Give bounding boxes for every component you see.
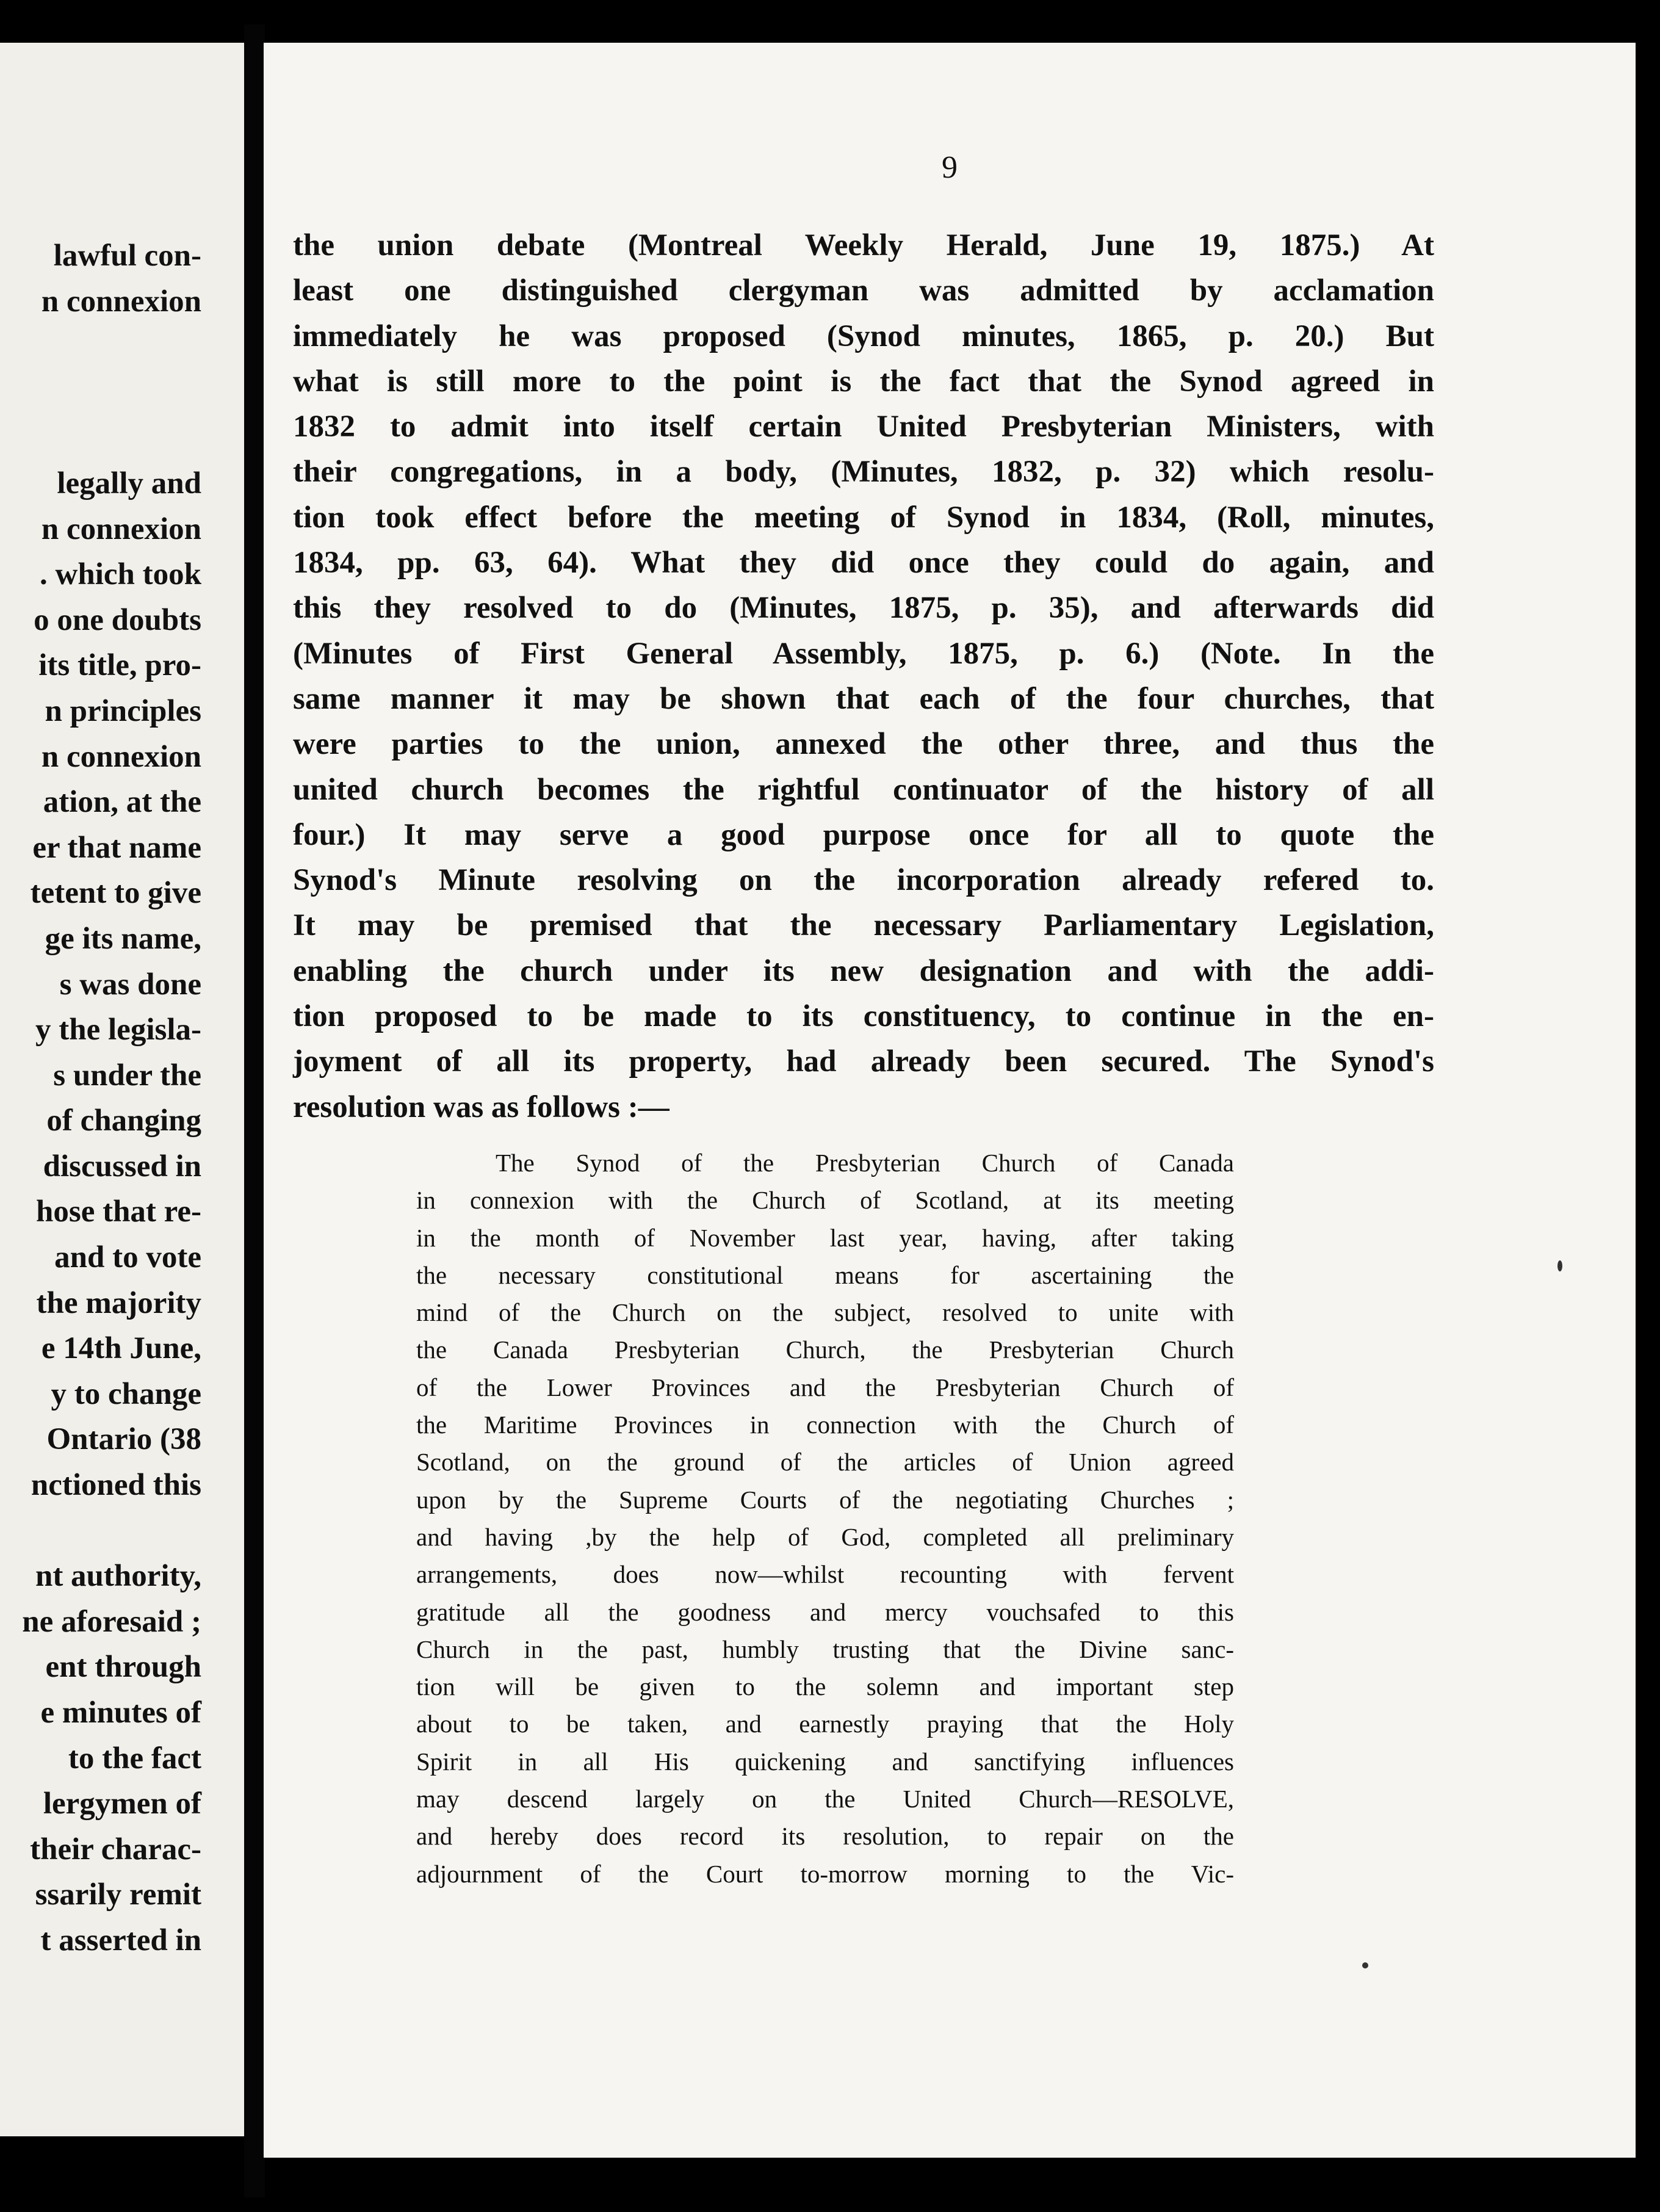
text-line: t asserted in: [40, 1923, 201, 1957]
text-line: the necessary constitutional means for ascertaining the: [416, 1260, 1234, 1289]
text-line: were parties to the union, annexed the other three, and thus the: [293, 727, 1434, 762]
text-line: discussed in: [43, 1149, 201, 1184]
text-line: and having ,by the help of God, completed all preliminary: [416, 1522, 1234, 1551]
left-page-text-column: [22, 233, 201, 1964]
text-line: o one doubts: [34, 602, 201, 637]
synod-resolution-quote: [416, 1144, 1234, 1893]
text-line: hose that re-: [35, 1195, 201, 1229]
text-line: may descend largely on the United Church—RESOLVE,: [416, 1785, 1234, 1813]
text-line: the Canada Presbyterian Church, the Presbyterian Church: [416, 1336, 1234, 1364]
text-line: and to vote: [54, 1240, 201, 1275]
text-line: [22, 415, 201, 461]
text-line: n principles: [45, 693, 201, 728]
text-line: the Maritime Provinces in connection with the Church of: [416, 1411, 1234, 1439]
page-number: 9: [942, 150, 958, 185]
text-line: tion will be given to the solemn and important step: [416, 1672, 1234, 1701]
text-line: ne aforesaid ;: [22, 1604, 201, 1639]
text-line: legally and: [57, 466, 201, 501]
page-gutter: [244, 24, 265, 2197]
text-line: joyment of all its property, had already been secured. The Synod's: [293, 1044, 1434, 1079]
text-line: united church becomes the rightful continuator of the history of all: [293, 772, 1434, 807]
scan-border: [1636, 43, 1660, 2158]
text-line: [22, 370, 201, 416]
text-line: [22, 1508, 201, 1554]
text-line: [22, 324, 201, 370]
text-line: its title, pro-: [38, 648, 201, 683]
text-line: 1832 to admit into itself certain United Presbyterian Ministers, with: [293, 410, 1434, 444]
text-line: lawful con-: [53, 239, 201, 273]
text-line: tion took effect before the meeting of Synod in 1834, (Roll, minutes,: [293, 500, 1434, 535]
ink-speck: [1557, 1260, 1562, 1271]
text-line: ssarily remit: [35, 1878, 201, 1912]
text-line: It may be premised that the necessary Parliamentary Legislation,: [293, 908, 1434, 943]
text-line: to the fact: [68, 1741, 201, 1776]
text-line: tetent to give: [30, 876, 201, 911]
text-line: in connexion with the Church of Scotland, at its meeting: [416, 1186, 1234, 1215]
text-line: what is still more to the point is the fact that the Synod agreed in: [293, 364, 1434, 399]
ink-speck: [1362, 1962, 1368, 1968]
text-line: gratitude all the goodness and mercy vouchsafed to this: [416, 1597, 1234, 1626]
text-line: ge its name,: [45, 921, 201, 956]
text-line: about to be taken, and earnestly praying that the Holy: [416, 1710, 1234, 1738]
body-paragraph: [293, 223, 1434, 1130]
text-line: arrangements, does now—whilst recounting with fervent: [416, 1560, 1234, 1589]
text-line: (Minutes of First General Assembly, 1875, p. 6.) (Note. In the: [293, 636, 1434, 671]
text-line: in the month of November last year, having, after taking: [416, 1223, 1234, 1252]
text-line: Spirit in all His quickening and sanctifying influences: [416, 1747, 1234, 1776]
text-line: mind of the Church on the subject, resolved to unite with: [416, 1298, 1234, 1327]
text-line: immediately he was proposed (Synod minutes, 1865, p. 20.) But: [293, 319, 1434, 353]
left-facing-page: [0, 43, 244, 2136]
text-line: Ontario (38: [46, 1422, 201, 1457]
text-line: the majority: [36, 1285, 201, 1320]
text-line: n connexion: [41, 284, 201, 319]
text-line: 1834, pp. 63, 64). What they did once they could do again, and: [293, 546, 1434, 580]
text-line: s under the: [53, 1058, 201, 1093]
text-line: ation, at the: [43, 785, 201, 820]
text-line: nt authority,: [35, 1559, 201, 1594]
text-line: four.) It may serve a good purpose once for all to quote the: [293, 817, 1434, 852]
text-line: n connexion: [41, 739, 201, 774]
text-line: resolution was as follows :—: [293, 1090, 669, 1124]
text-line: the union debate (Montreal Weekly Herald, June 19, 1875.) At: [293, 228, 1434, 262]
text-line: of the Lower Provinces and the Presbyterian Church of: [416, 1373, 1234, 1401]
right-page: [264, 43, 1636, 2158]
text-line: Church in the past, humbly trusting that the Divine sanc-: [416, 1635, 1234, 1663]
text-line: The Synod of the Presbyterian Church of Canada: [496, 1149, 1234, 1177]
text-line: y to change: [51, 1376, 201, 1411]
text-line: and hereby does record its resolution, to repair on the: [416, 1822, 1234, 1851]
text-line: ent through: [45, 1650, 201, 1685]
text-line: enabling the church under its new designation and with the addi-: [293, 953, 1434, 988]
text-line: e 14th June,: [41, 1331, 201, 1366]
text-line: e minutes of: [40, 1696, 201, 1730]
text-line: n connexion: [41, 511, 201, 546]
text-line: nctioned this: [31, 1468, 201, 1503]
text-line: same manner it may be shown that each of the four churches, that: [293, 681, 1434, 716]
text-line: y the legisla-: [35, 1013, 201, 1047]
text-line: Scotland, on the ground of the articles of Union agreed: [416, 1448, 1234, 1476]
text-line: tion proposed to be made to its constituency, to continue in the en-: [293, 999, 1434, 1034]
text-line: s was done: [59, 967, 201, 1002]
text-line: least one distinguished clergyman was admitted by acclamation: [293, 273, 1434, 308]
text-line: adjournment of the Court to-morrow morning to the Vic-: [416, 1859, 1234, 1888]
text-line: this they resolved to do (Minutes, 1875, p. 35), and afterwards did: [293, 591, 1434, 626]
text-line: their charac-: [30, 1832, 201, 1867]
text-line: of changing: [46, 1104, 201, 1138]
text-line: upon by the Supreme Courts of the negotiating Churches ;: [416, 1485, 1234, 1514]
text-line: . which took: [40, 557, 201, 592]
text-line: Synod's Minute resolving on the incorporation already refered to.: [293, 863, 1434, 898]
text-line: their congregations, in a body, (Minutes, 1832, p. 32) which resolu-: [293, 455, 1434, 490]
text-line: lergymen of: [43, 1787, 201, 1821]
text-line: er that name: [32, 830, 201, 865]
